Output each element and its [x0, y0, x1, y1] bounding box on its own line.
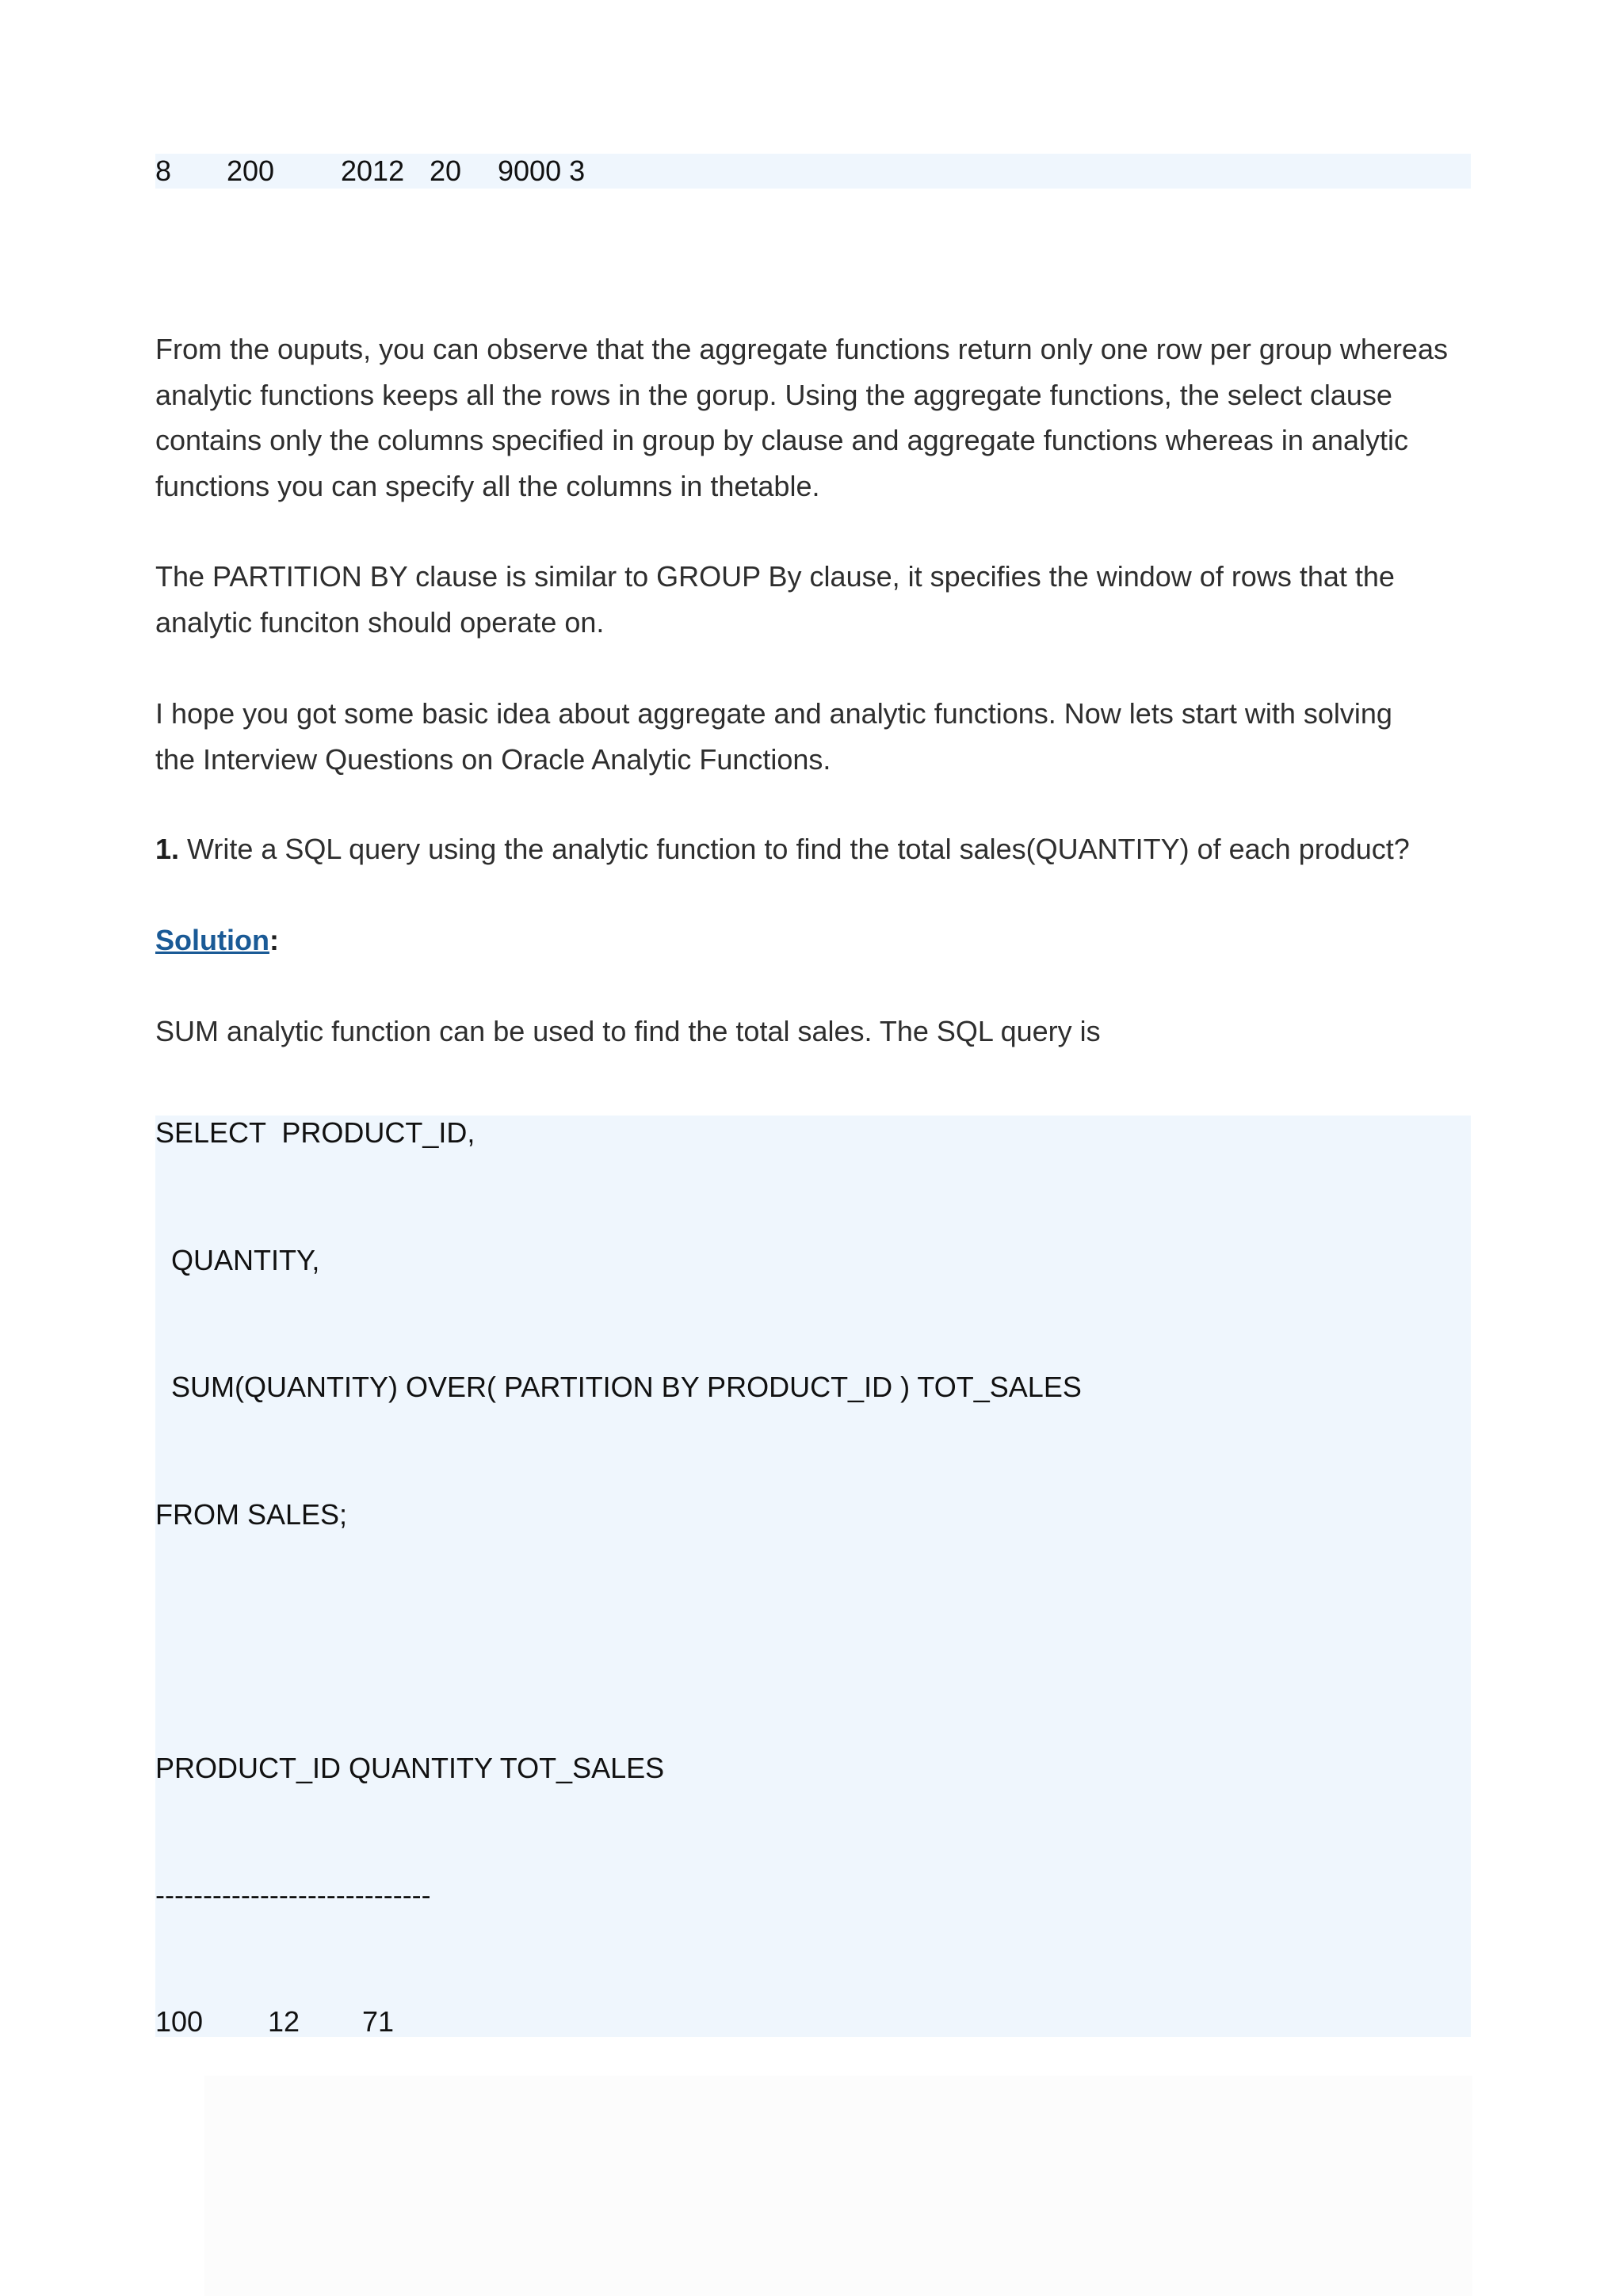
- result-separator: -----------------------------: [155, 1878, 431, 1911]
- paragraph-line: analytic functions keeps all the rows in the gorup. Using the aggregate functions, the select clause: [155, 378, 1392, 411]
- code-line: QUANTITY,: [155, 1244, 320, 1276]
- paragraph-line: From the ouputs, you can observe that the aggregate functions return only one row per group whereas: [155, 333, 1448, 365]
- question-text: Write a SQL query using the analytic function to find the total sales(QUANTITY) of each product?: [179, 833, 1410, 865]
- paragraph-line: I hope you got some basic idea about aggregate and analytic functions. Now lets start with solving: [155, 697, 1392, 730]
- paragraph-line: functions you can specify all the columns in thetable.: [155, 469, 820, 502]
- output-cell: 20: [430, 154, 462, 187]
- paragraph-line: The PARTITION BY clause is similar to GROUP By clause, it specifies the window of rows that the: [155, 560, 1395, 593]
- solution-intro-text: SUM analytic function can be used to find the total sales. The SQL query is: [155, 1015, 1101, 1047]
- code-line: SELECT PRODUCT_ID,: [155, 1116, 475, 1149]
- paragraph-line: analytic funciton should operate on.: [155, 605, 605, 639]
- output-cell: 200: [227, 154, 275, 187]
- paragraph-line: contains only the columns specified in group by clause and aggregate functions whereas in analytic: [155, 424, 1408, 456]
- code-line: SUM(QUANTITY) OVER( PARTITION BY PRODUCT_ID ) TOT_SALES: [155, 1371, 1082, 1403]
- sql-code-block: [155, 1116, 1471, 2037]
- output-cell: 8: [155, 154, 172, 187]
- solution-heading: [155, 917, 1487, 963]
- solution-intro: [155, 1009, 1487, 1055]
- output-cell: 9000 3: [498, 154, 586, 187]
- paragraph-line: the Interview Questions on Oracle Analytic Functions.: [155, 742, 831, 776]
- result-cell: 12: [268, 2005, 300, 2038]
- paragraph-partition-by: [155, 554, 1487, 645]
- result-cell: 100: [155, 2005, 204, 2038]
- output-row-block: [155, 154, 1471, 189]
- question-1: [155, 826, 1487, 872]
- paragraph-intro-questions: [155, 691, 1487, 782]
- output-cell: 2012: [341, 154, 405, 187]
- paragraph-outputs: [155, 326, 1487, 509]
- page-bottom-shade: [204, 2076, 1472, 2296]
- code-line: FROM SALES;: [155, 1498, 348, 1531]
- solution-colon: :: [269, 924, 279, 956]
- result-header: PRODUCT_ID QUANTITY TOT_SALES: [155, 1752, 665, 1784]
- result-cell: 71: [362, 2005, 395, 2038]
- question-number: 1.: [155, 833, 180, 865]
- solution-link[interactable]: Solution: [155, 924, 269, 956]
